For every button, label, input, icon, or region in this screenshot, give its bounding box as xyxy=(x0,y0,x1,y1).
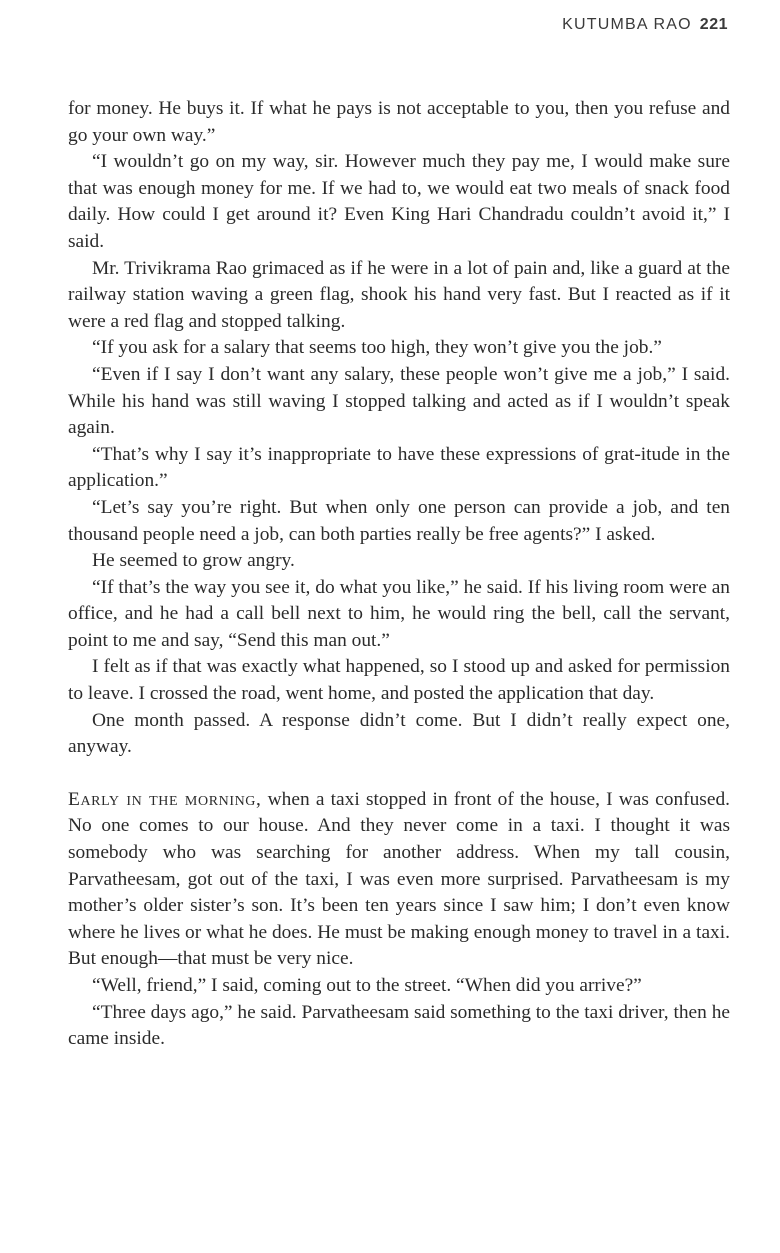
paragraph: One month passed. A response didn’t come. But I didn’t really expect one, anyway. xyxy=(68,709,730,758)
running-head-author: KUTUMBA RAO xyxy=(562,16,692,33)
section-break xyxy=(68,761,730,787)
section-opening-paragraph xyxy=(68,787,730,973)
paragraph: for money. He buys it. If what he pays is not acceptable to you, then you refuse and go your own way.” xyxy=(68,98,730,146)
running-head xyxy=(562,16,728,34)
paragraph: “Well, friend,” I said, coming out to the street. “When did you arrive?” xyxy=(92,975,642,996)
paragraph: “I wouldn’t go on my way, sir. However much they pay me, I would make sure that was enough money for me. If we had to, we would eat two meals of snack food daily. How could I get around it? Even King Hari Chandradu couldn’t avoid it,” I said. xyxy=(68,151,730,252)
section-opening-text: when a taxi stopped in front of the house, I was confused. No one comes to our house. And they never come in a taxi. I thought it was somebody who was searching for another address. When my tall cousin, Parvatheesam, got out of the taxi, I was even more surprised. Parvatheesam is my mother’s older sister’s son. It’s been ten years since I saw him; I don’t even know where he lives or what he does. He must be making enough money to travel in a taxi. But enough—that must be very nice. xyxy=(68,788,730,970)
page-number: 221 xyxy=(699,16,728,33)
paragraph: “Let’s say you’re right. But when only one person can provide a job, and ten thousand people need a job, can both parties really be free agents?” I asked. xyxy=(68,496,730,545)
paragraph: I felt as if that was exactly what happened, so I stood up and asked for permission to leave. I crossed the road, went home, and posted the application that day. xyxy=(68,656,730,705)
paragraph: “Three days ago,” he said. Parvatheesam said something to the taxi driver, then he came inside. xyxy=(68,1001,730,1050)
paragraph: “If you ask for a salary that seems too high, they won’t give you the job.” xyxy=(92,337,662,359)
section-opening-smallcaps: Early in the morning, xyxy=(68,788,262,810)
paragraph: He seemed to grow angry. xyxy=(92,550,295,572)
paragraph: “That’s why I say it’s inappropriate to have these expressions of grat-itude in the application.” xyxy=(68,443,730,492)
paragraph: “Even if I say I don’t want any salary, these people won’t give me a job,” I said. While his hand was still waving I stopped talking and acted as if I wouldn’t speak again. xyxy=(68,363,730,439)
body-text xyxy=(68,96,730,1053)
paragraph: Mr. Trivikrama Rao grimaced as if he were in a lot of pain and, like a guard at the railway station waving a green flag, shook his hand very fast. But I reacted as if it were a red flag and stopped talking. xyxy=(68,257,730,332)
paragraph: “If that’s the way you see it, do what you like,” he said. If his living room were an office, and he had a call bell next to him, he would ring the bell, call the servant, point to me and say, “Send this man out.” xyxy=(68,576,730,651)
